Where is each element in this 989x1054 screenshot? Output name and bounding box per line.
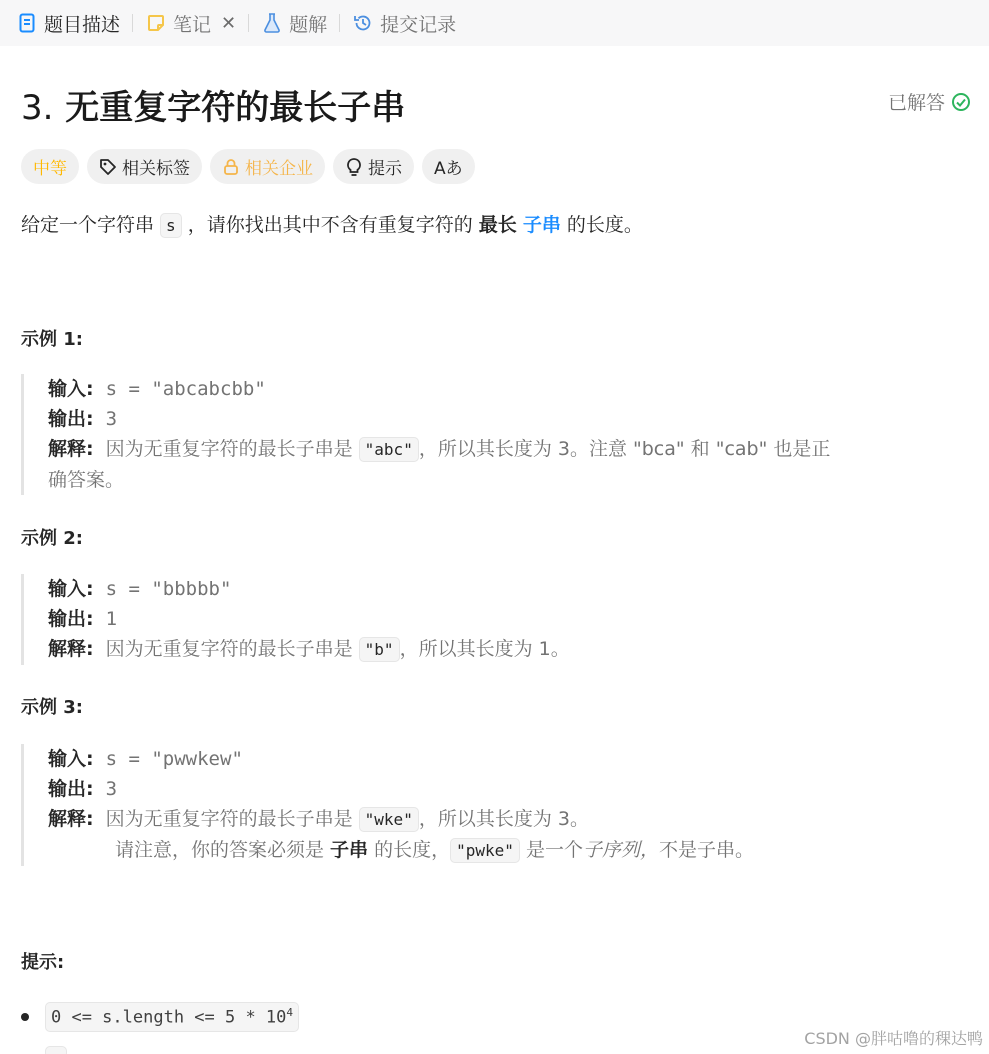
output-label: 输出: — [48, 778, 94, 800]
flask-icon — [261, 12, 283, 34]
tab-solutions[interactable] — [261, 0, 327, 46]
lock-icon — [222, 158, 240, 176]
output-value: 3 — [105, 778, 118, 800]
translate-icon: Aあ — [434, 159, 463, 179]
related-companies-button[interactable] — [210, 149, 325, 184]
example-explanation — [48, 634, 570, 665]
tab-divider — [339, 14, 340, 32]
check-circle-icon — [951, 92, 971, 112]
input-value: s = "abcabcbb" — [105, 378, 266, 400]
example-output — [48, 604, 570, 634]
problem-chips — [21, 149, 475, 184]
example-explanation-cont: 确答案。 — [48, 469, 125, 491]
solved-label: 已解答 — [887, 92, 945, 114]
note-italic: 子序列， — [582, 839, 659, 861]
explanation-text: 因为无重复字符的最长子串是 — [105, 808, 359, 830]
output-label: 输出: — [48, 608, 94, 630]
example-input — [48, 574, 570, 604]
note-text: 是一个 — [519, 839, 583, 861]
tab-submissions[interactable] — [352, 0, 456, 46]
input-value: s = "pwwkew" — [105, 748, 243, 770]
hint-button[interactable] — [333, 149, 414, 184]
input-value: s = "bbbbb" — [105, 578, 232, 600]
related-companies-label: 相关企业 — [245, 159, 313, 179]
tab-label: 题解 — [289, 13, 328, 36]
explanation-label: 解释: — [48, 808, 94, 830]
tab-divider — [132, 14, 133, 32]
inline-code: "abc" — [359, 437, 419, 462]
example-1-title: 示例 1: — [21, 329, 83, 350]
problem-title-text: 无重复字符的最长子串 — [65, 88, 406, 128]
example-2-title: 示例 2: — [21, 528, 83, 549]
example-explanation — [48, 804, 754, 835]
inline-code: "pwke" — [450, 838, 520, 863]
tab-label: 提交记录 — [380, 13, 457, 36]
example-note — [48, 835, 754, 866]
inline-code: s — [160, 213, 182, 238]
lightbulb-icon — [345, 157, 363, 177]
example-input — [48, 374, 966, 404]
example-output — [48, 774, 754, 804]
difficulty-badge — [21, 149, 79, 184]
example-input — [48, 744, 754, 774]
constraint-text: 0 <= s.length <= 5 * 10 — [51, 1007, 287, 1028]
watermark: CSDN @胖咕噜的稞达鸭 — [804, 1029, 983, 1048]
note-bold: 子串 — [330, 839, 369, 861]
tab-notes[interactable] — [145, 0, 236, 46]
substring-link[interactable]: 子串 — [522, 214, 561, 236]
explanation-text: 因为无重复字符的最长子串是 — [105, 438, 359, 460]
explanation-text: ，所以其长度为 3。 — [418, 808, 589, 830]
solved-status — [888, 88, 971, 115]
problem-number: 3. — [21, 88, 54, 128]
inline-code: "b" — [359, 637, 400, 662]
constraint-code — [45, 1002, 299, 1032]
constraint-item-partial — [45, 1046, 67, 1054]
related-tags-button[interactable] — [87, 149, 202, 184]
example-output — [48, 404, 966, 434]
explanation-text: ，所以其长度为 1。 — [399, 638, 570, 660]
related-tags-label: 相关标签 — [122, 159, 190, 179]
explanation-text: 因为无重复字符的最长子串是 — [105, 638, 359, 660]
input-label: 输入: — [48, 378, 94, 400]
description-icon — [16, 12, 38, 34]
problem-description — [21, 210, 643, 241]
output-label: 输出: — [48, 408, 94, 430]
explanation-label: 解释: — [48, 438, 94, 460]
note-text: 不是子串。 — [658, 839, 754, 861]
desc-text: 的长度。 — [560, 214, 643, 236]
tag-icon — [99, 158, 117, 176]
desc-text: 给定一个字符串 — [21, 214, 161, 236]
note-text: 的长度， — [368, 839, 451, 861]
tab-label: 笔记 — [173, 13, 212, 36]
desc-bold: 最长 — [478, 214, 517, 236]
difficulty-label: 中等 — [33, 159, 67, 179]
problem-title — [21, 80, 405, 129]
output-value: 3 — [105, 408, 118, 430]
note-text: 请注意，你的答案必须是 — [115, 839, 331, 861]
tab-divider — [248, 14, 249, 32]
example-3-block — [21, 744, 754, 866]
bullet-icon — [21, 1013, 29, 1021]
desc-text: ，请你找出其中不含有重复字符的 — [181, 214, 479, 236]
tab-description[interactable] — [16, 0, 120, 46]
hint-label: 提示 — [368, 159, 402, 179]
example-3-title: 示例 3: — [21, 697, 83, 718]
example-explanation — [48, 434, 966, 465]
example-1-block — [21, 374, 966, 495]
example-2-block — [21, 574, 570, 665]
explanation-label: 解释: — [48, 638, 94, 660]
constraint-exponent: 4 — [286, 1006, 294, 1019]
constraint-item — [21, 1002, 299, 1032]
note-icon — [145, 12, 167, 34]
output-value: 1 — [105, 608, 118, 630]
tab-bar — [0, 0, 989, 46]
inline-code: "wke" — [359, 807, 419, 832]
history-icon — [352, 12, 374, 34]
tab-label: 题目描述 — [44, 13, 121, 36]
input-label: 输入: — [48, 748, 94, 770]
close-icon[interactable]: ✕ — [221, 12, 237, 34]
constraints-title: 提示: — [21, 952, 65, 973]
input-label: 输入: — [48, 578, 94, 600]
explanation-text: ，所以其长度为 3。注意 "bca" 和 "cab" 也是正 — [418, 438, 831, 460]
translate-button[interactable] — [422, 149, 475, 184]
